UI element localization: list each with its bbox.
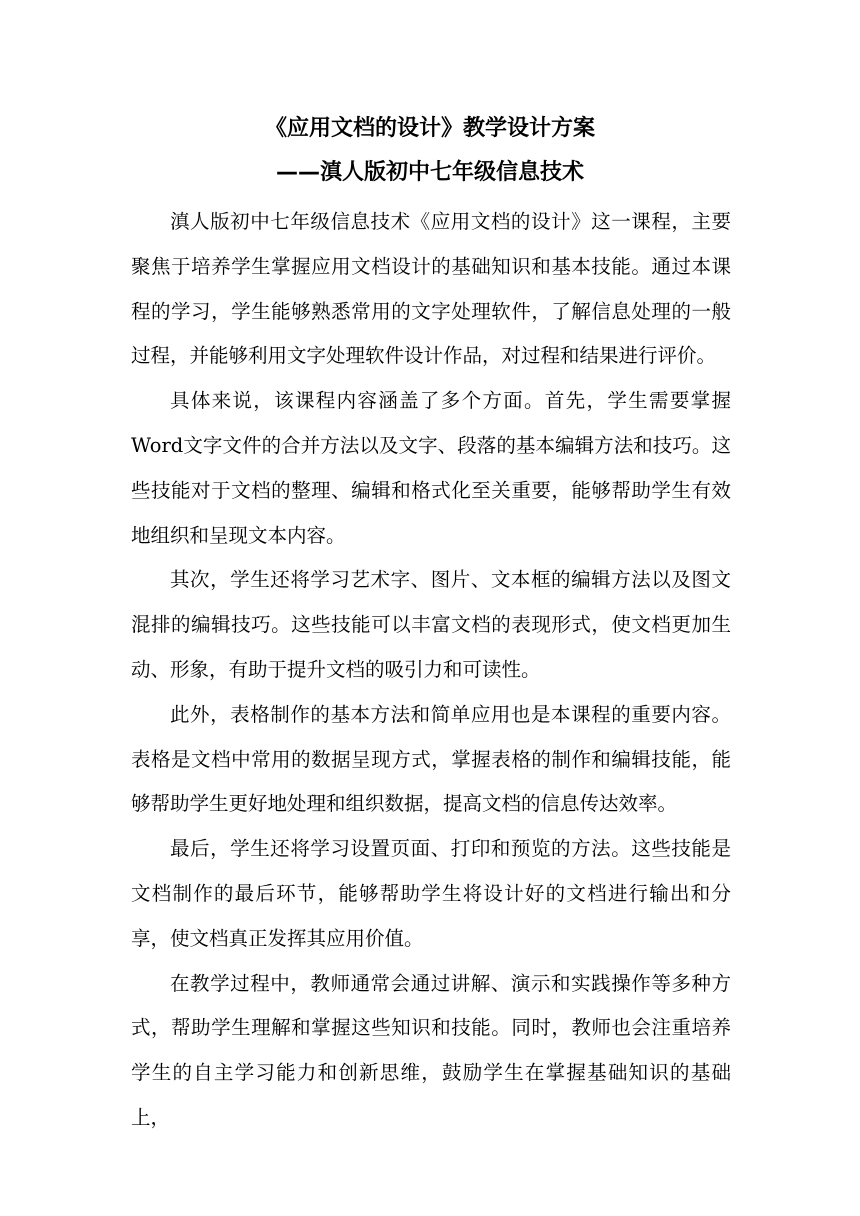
document-subtitle: ——滇人版初中七年级信息技术: [275, 160, 584, 185]
paragraph-word-editing: 具体来说，该课程内容涵盖了多个方面。首先，学生需要掌握Word文字文件的合并方法以及文字、段落的基本编辑方法和技巧。这些技能对于文档的整理、编辑和格式化至关重要，能够帮助学生有效地组织和呈现文本内容。: [131, 389, 731, 547]
paragraph-teaching-process: 在教学过程中，教师通常会通过讲解、演示和实践操作等多种方式，帮助学生理解和掌握这些知识和技能。同时，教师也会注重培养学生的自主学习能力和创新思维，鼓励学生在掌握基础知识的基础上，: [131, 971, 731, 1129]
paragraph-tables: 此外，表格制作的基本方法和简单应用也是本课程的重要内容。表格是文档中常用的数据呈现方式，掌握表格的制作和编辑技能，能够帮助学生更好地处理和组织数据，提高文档的信息传达效率。: [131, 702, 731, 816]
document-body: [131, 200, 731, 1141]
paragraph-page-setup: 最后，学生还将学习设置页面、打印和预览的方法。这些技能是文档制作的最后环节，能够帮助学生将设计好的文档进行输出和分享，使文档真正发挥其应用价值。: [131, 837, 731, 950]
document-title: 《应用文档的设计》教学设计方案: [264, 116, 595, 141]
paragraph-art-graphics: 其次，学生还将学习艺术字、图片、文本框的编辑方法以及图文混排的编辑技巧。这些技能可以丰富文档的表现形式，使文档更加生动、形象，有助于提升文档的吸引力和可读性。: [131, 568, 731, 681]
paragraph-intro: 滇人版初中七年级信息技术《应用文档的设计》这一课程，主要聚焦于培养学生掌握应用文档设计的基础知识和基本技能。通过本课程的学习，学生能够熟悉常用的文字处理软件，了解信息处理的一般过程，并能够利用文字处理软件设计作品，对过程和结果进行评价。: [131, 210, 731, 368]
